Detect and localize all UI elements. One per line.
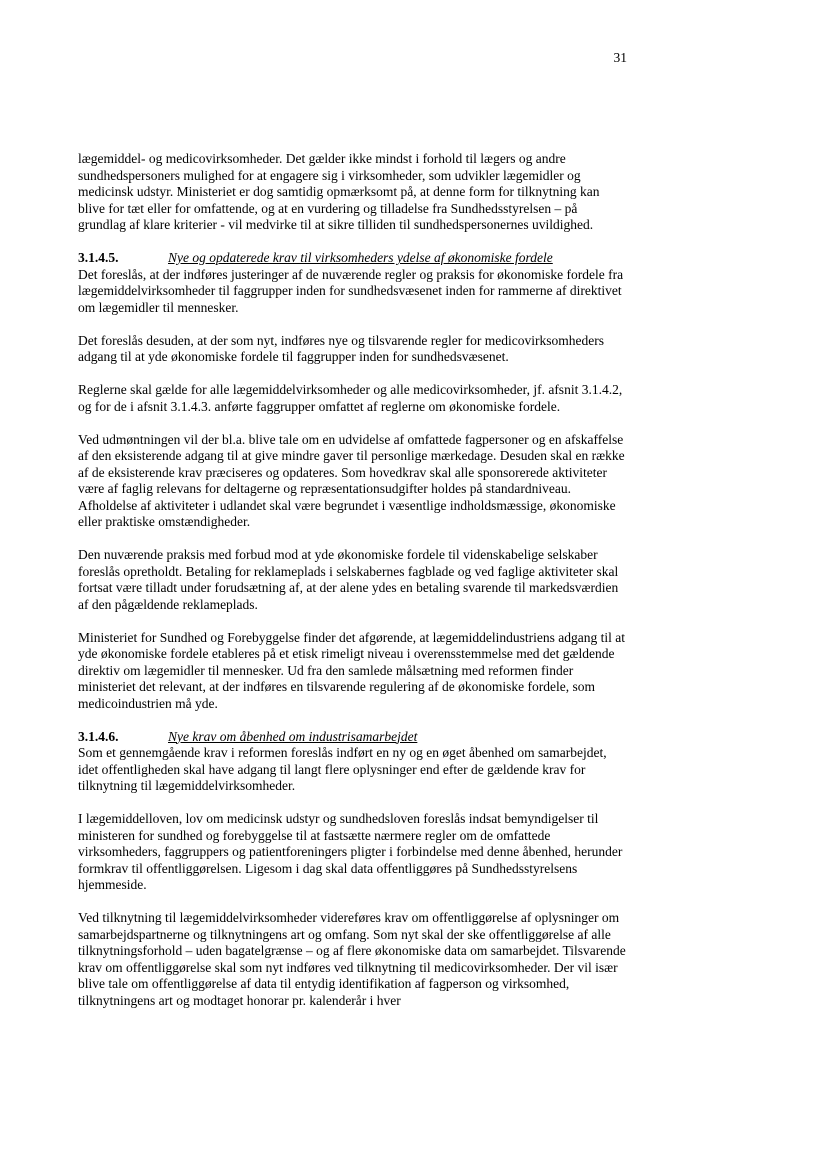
section-3145-paragraph-1: Det foreslås, at der indføres justeringer af de nuværende regler og praksis for økonomiske fordele fra lægemiddelvirksomheder til faggrupper inden for sundhedsvæsenet inden for rammerne af direktivet om lægemidler til mennesker. [78,266,624,315]
section-3145-paragraph-5: Den nuværende praksis med forbud mod at yde økonomiske fordele til videnskabelige selskaber foreslås opretholdt. Betaling for reklameplads i selskabernes fagblade og ved faglige aktiviteter skal fortsat være tilladt under forudsætning af, at der alene ydes en betaling svarende til markedsværdien af den pågældende reklameplads. [78,547,619,612]
section-heading-3-1-4-6 [78,729,627,746]
section-title: Nye og opdaterede krav til virksomheders ydelse af økonomiske fordele [168,250,553,265]
section-3146-paragraph-1: Som et gennemgående krav i reformen foreslås indført en ny og en øget åbenhed om samarbejdet, idet offentligheden skal have adgang til langt flere oplysninger end efter de gældende krav for tilknytning til lægemiddelvirksomheder. [78,745,607,793]
section-heading-3-1-4-5 [78,250,627,267]
section-3146-paragraph-3: Ved tilknytning til lægemiddelvirksomheder videreføres krav om offentliggørelse af oplysninger om samarbejdspartnerne og tilknytningens art og omfang. Som nyt skal der ske offentliggørelse af alle tilknytningsforhold – uden bagatelgrænse – og af flere økonomiske data om samarbejdet. Tilsvarende krav om offentliggørelse skal som nyt indføres ved tilknytning til medicovirksomheder. Der vil især blive tale om offentliggørelse af data til entydig identifikation af fagperson og virksomhed, tilknytningens art og modtaget honorar pr. kalenderår i hver [78,910,626,1008]
page-number: 31 [613,50,627,65]
section-title: Nye krav om åbenhed om industrisamarbejdet [168,728,418,744]
section-3145-paragraph-6: Ministeriet for Sundhed og Forebyggelse finder det afgørende, at lægemiddelindustriens adgang til at yde økonomiske fordele etableres på et etisk rimeligt niveau i overensstemmelse med det gældende direktiv om lægemidler til mennesker. Ud fra den samlede målsætning med reformen finder ministeriet det relevant, at der indføres en tilsvarende regulering af de økonomiske fordele, som medicoindustrien må yde. [78,629,625,711]
section-number: 3.1.4.6. [78,728,119,744]
section-3145-paragraph-4: Ved udmøntningen vil der bl.a. blive tale om en udvidelse af omfattede fagpersoner og en afskaffelse af den eksisterende adgang til at give mindre gaver til personlige mærkedage. Desuden skal en række af de eksisterende krav præciseres og opdateres. Som hovedkrav skal alle sponsorerede aktiviteter være af faglig relevans for deltagerne og repræsentationsudgifter holdes på standardniveau. Afholdelse af aktiviteter i udlandet skal være begrundet i væsentlige indholdsmæssige, økonomiske eller praktiske omstændigheder. [78,431,625,529]
section-number: 3.1.4.5. [78,250,119,265]
section-3145-paragraph-3: Reglerne skal gælde for alle lægemiddelvirksomheder og alle medicovirksomheder, jf. afsnit 3.1.4.2, og for de i afsnit 3.1.4.3. anførte faggrupper omfattet af reglerne om økonomiske fordele. [78,382,623,414]
document-body [78,151,627,1026]
paragraph-continuation: lægemiddel- og medicovirksomheder. Det gælder ikke mindst i forhold til lægers og andre sundhedspersoners mulighed for at engagere sig i virksomheder, som udvikler lægemidler og medicinsk udstyr. Ministeriet er dog samtidig opmærksomt på, at denne form for tilknytning kan blive for tæt eller for omfattende, og at en vurdering og tilladelse fra Sundhedsstyrelsen – på grundlag af klare kriterier - vil medvirke til at sikre tilliden til sundhedspersonernes uvildighed. [78,151,600,232]
section-3145-paragraph-2: Det foreslås desuden, at der som nyt, indføres nye og tilsvarende regler for medicovirksomheders adgang til at yde økonomiske fordele til faggrupper inden for sundhedsvæsenet. [78,332,604,364]
section-3146-paragraph-2: I lægemiddelloven, lov om medicinsk udstyr og sundhedsloven foreslås indsat bemyndigelser til ministeren for sundhed og forebyggelse til at fastsætte nærmere regler om de omfattede virksomheders, faggruppers og patientforeningers pligter i forbindelse med denne åbenhed, herunder formkrav til offentliggørelsen. Ligesom i dag skal data offentliggøres på Sundhedsstyrelsens hjemmeside. [78,811,623,892]
